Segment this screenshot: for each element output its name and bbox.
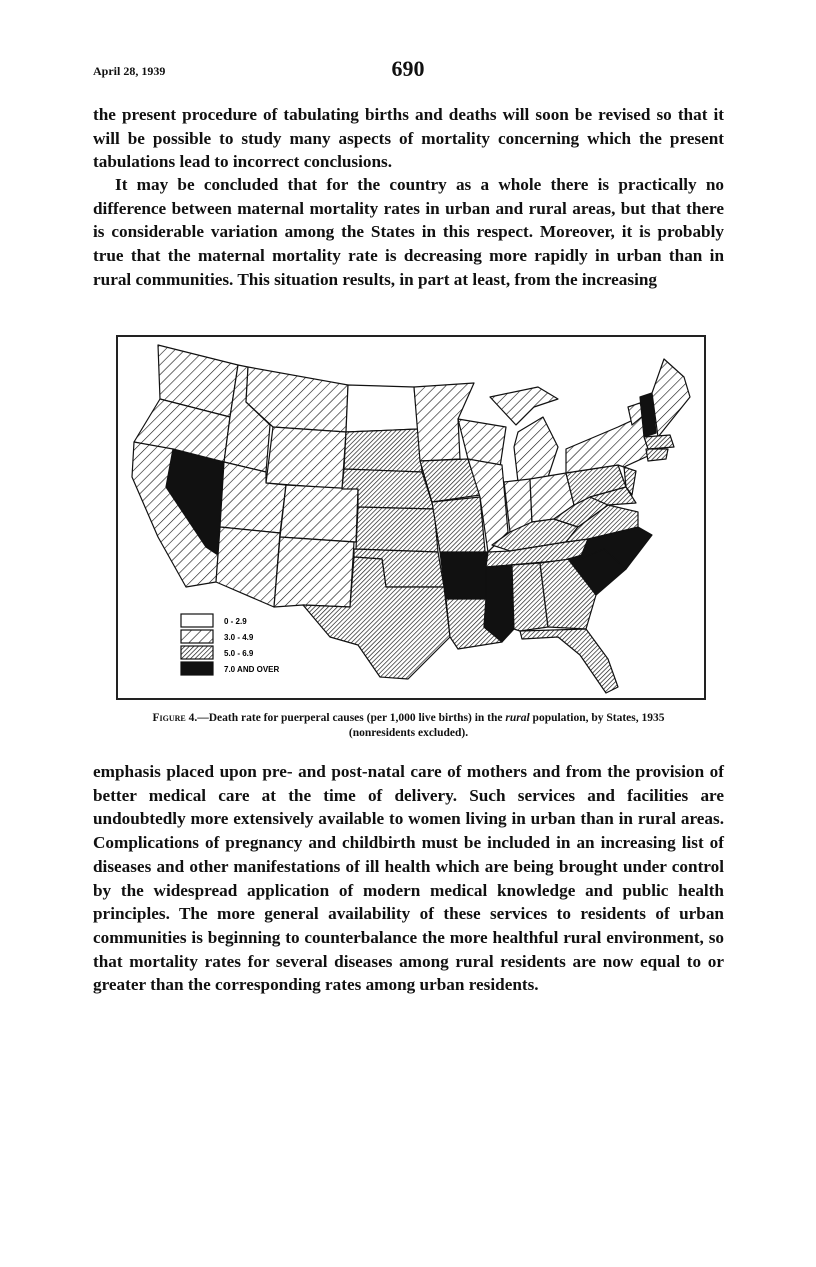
- caption-line-2: (nonresidents excluded).: [348, 727, 469, 739]
- legend-swatch-3: [181, 662, 213, 675]
- caption-lead: Figure 4.: [152, 712, 198, 724]
- state-massachusetts: [644, 435, 674, 449]
- page-date: April 28, 1939: [93, 64, 166, 78]
- legend-swatch-0: [181, 614, 213, 627]
- figure-caption: [93, 711, 724, 741]
- state-new-mexico: [274, 537, 354, 607]
- us-map-svg: [118, 337, 704, 698]
- state-south-dakota: [344, 429, 422, 472]
- state-wyoming: [266, 427, 346, 489]
- paragraph-2: It may be concluded that for the country as a whole there is practically no difference between maternal mortality rates in urban and rural areas, but that there is considerable variation among the States in this respect. Moreover, it is probably true that the maternal mortality rate is decreasing more rapidly in urban than in rural communities. This situation results, in part at least, from the increasing: [93, 175, 724, 289]
- caption-part-2: population, by States, 1935: [529, 712, 665, 724]
- legend-label-2: 5.0 - 6.9: [224, 649, 254, 658]
- state-mississippi: [484, 565, 514, 642]
- legend-label-0: 0 - 2.9: [224, 617, 247, 626]
- legend-label-3: 7.0 AND OVER: [224, 665, 280, 674]
- state-kansas: [356, 507, 438, 552]
- state-connecticut-ri: [646, 449, 668, 461]
- paragraph-3: emphasis placed upon pre- and post-natal care of mothers and from the provision of better medical care at the time of delivery. Such services and facilities are undoubtedly more extensively available to women living in urban than in rural areas. Complications of pregnancy and childbirth must be included in an increasing list of diseases and other manifestations of ill health which are being brought under control by the widespread application of modern medical knowledge and public health principles. The more general availability of these services to residents of urban communities is beginning to counterbalance the more healthful rural environment, so that mortality rates for several diseases among rural residents are now equal to or greater than the corresponding rates among urban residents.: [93, 762, 724, 995]
- state-arkansas: [440, 552, 488, 599]
- page-number: 690: [391, 56, 425, 81]
- legend-label-1: 3.0 - 4.9: [224, 633, 254, 642]
- state-north-dakota: [346, 385, 418, 432]
- caption-part-1: —Death rate for puerperal causes (per 1,000 live births) in the: [197, 712, 506, 724]
- legend-swatch-1: [181, 630, 213, 643]
- figure-map: [116, 335, 706, 700]
- legend-swatch-2: [181, 646, 213, 659]
- caption-emphasis: rural: [505, 712, 530, 724]
- state-colorado: [280, 485, 358, 542]
- paragraph-1: the present procedure of tabulating births and deaths will soon be revised so that it will be possible to study many aspects of mortality concerning which the present tabulations lead to incorrect conclusions.: [93, 105, 724, 172]
